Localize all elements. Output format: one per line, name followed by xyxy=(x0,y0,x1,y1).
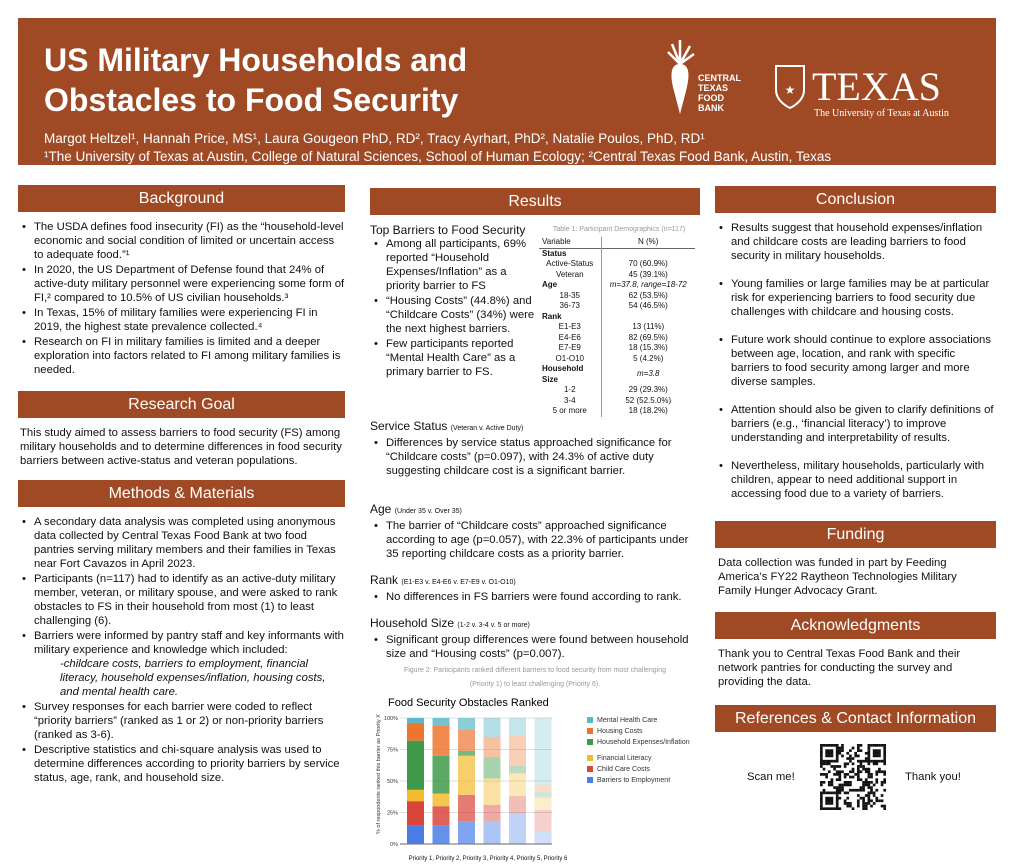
table-cell: 62 (53.5%) xyxy=(628,290,668,300)
list-item: • “Housing Costs” (44.8%) and “Childcare Costs” (34%) were the next highest barriers. xyxy=(370,294,535,336)
list-item: • Descriptive statistics and chi-square analysis was used to determine differences according to priority barriers by service status, age, rank, and household size. xyxy=(18,743,345,785)
list-item: • The barrier of “Childcare costs” approached significance according to age (p=0.057), with 22.3% of participants under 35 reporting childcare costs as a priority barrier. xyxy=(370,519,700,561)
poster-header xyxy=(18,18,996,165)
bar-segment xyxy=(535,718,552,785)
table-cell: Age xyxy=(539,280,601,291)
svg-text:TEXAS: TEXAS xyxy=(698,83,729,93)
table-cell: 29 (29.3%) xyxy=(628,385,668,394)
list-item: • Survey responses for each barrier were coded to reflect “priority barriers” (ranked as 1 or 2) or non-priority barriers (ranked as 3-6). xyxy=(18,700,345,742)
table-row xyxy=(539,343,695,354)
thank-you-label: Thank you! xyxy=(905,771,961,783)
table-cell: Status xyxy=(539,248,601,259)
table-row xyxy=(539,259,695,270)
age-heading: Age (Under 35 v. Over 35) xyxy=(370,501,462,516)
list-item: • The USDA defines food insecurity (FI) as the “household-level economic and social condition of limited or uncertain access to adequate food.”¹ xyxy=(18,220,345,262)
bar-segment xyxy=(535,784,552,792)
list-item: • A secondary data analysis was completed using anonymous data collected by Central Texas Food Bank at two food pantries serving military members and their families in Texas near Fort Cavazos in April 2023. xyxy=(18,515,345,571)
table-row xyxy=(539,248,695,259)
bar-segment xyxy=(407,825,424,844)
background-list xyxy=(18,220,345,377)
table-cell: m=37.8, range=18-72 xyxy=(609,280,687,289)
bar-segment xyxy=(484,821,501,844)
y-tick-label: 75% xyxy=(386,747,398,753)
table-cell: 18 (18.2%) xyxy=(628,406,668,415)
table-row xyxy=(539,270,695,281)
authors xyxy=(44,130,831,166)
table-cell: Veteran xyxy=(539,270,601,281)
bar-segment xyxy=(433,793,450,806)
table-row xyxy=(539,322,695,333)
bar-segment xyxy=(407,801,424,825)
legend-swatch xyxy=(587,755,593,761)
methods-heading: Methods & Materials xyxy=(18,480,345,507)
table-header: Variable xyxy=(539,237,601,248)
y-axis-label: % of respondents ranked this barrier as Priority X xyxy=(376,713,382,834)
legend-label: Household Expenses/Inflation xyxy=(597,738,690,746)
table-cell: 52 (52.5.0%) xyxy=(625,395,672,405)
bar-segment xyxy=(535,831,552,844)
research-goal-text: This study aimed to assess barriers to food security (FS) among military households and to determine differences in food security barriers between active-status and veteran populations. xyxy=(20,427,342,467)
table-cell: Household Size xyxy=(539,364,601,385)
bar-segment xyxy=(535,792,552,797)
table-cell: 45 (39.1%) xyxy=(628,269,668,279)
list-item: • Differences by service status approached significance for “Childcare costs” (p=0.097), with 24.3% of active duty suggesting childcare cost is a significant barrier. xyxy=(370,436,700,478)
legend-swatch xyxy=(587,717,593,723)
bar-segment xyxy=(484,804,501,820)
bar-segment xyxy=(458,755,475,794)
table-cell: m=3.8 xyxy=(637,369,660,379)
table-row xyxy=(539,354,695,365)
demographics-table xyxy=(539,237,695,417)
svg-text:FOOD: FOOD xyxy=(698,93,724,103)
bar-segment xyxy=(433,725,450,755)
table-row xyxy=(539,406,695,417)
legend-label: Barriers to Employment xyxy=(597,776,671,784)
bar-segment xyxy=(458,794,475,820)
affiliations: ¹The University of Texas at Austin, College of Natural Sciences, School of Human Ecology; ²Central Texas Food Bank, Austin, Texas xyxy=(44,149,832,164)
svg-text:BANK: BANK xyxy=(698,103,724,113)
table-row xyxy=(539,291,695,302)
research-goal-heading: Research Goal xyxy=(18,391,345,418)
table-cell: E7-E9 xyxy=(539,343,601,354)
acknowledgments-text: Thank you to Central Texas Food Bank and their network pantries for conducting the survey and providing the data. xyxy=(718,648,961,688)
table-cell: 54 (46.5%) xyxy=(628,301,668,310)
table-cell xyxy=(601,248,695,259)
bar-segment xyxy=(433,755,450,793)
author-list: Margot Heltzel¹, Hannah Price, MS¹, Laura Gougeon PhD, RD², Tracy Ayrhart, PhD², Natalie Poulos, PhD, RD¹ xyxy=(44,131,705,146)
table-row xyxy=(539,333,695,344)
svg-text:CENTRAL: CENTRAL xyxy=(698,73,741,83)
bar-segment xyxy=(509,773,526,796)
bar-segment xyxy=(484,736,501,756)
bar-segment xyxy=(433,825,450,844)
bar-segment xyxy=(484,718,501,737)
right-column xyxy=(715,186,996,810)
bar-segment xyxy=(509,813,526,843)
table-cell: O1-O10 xyxy=(539,354,601,365)
table-cell: 36-73 xyxy=(539,301,601,312)
x-axis-label: Priority 1, Priority 2, Priority 3, Priority 4, Priority 5, Priority 6 xyxy=(408,855,568,862)
legend-label: Mental Health Care xyxy=(597,716,658,724)
table-cell: 1-2 xyxy=(539,385,601,396)
stacked-bar-chart xyxy=(370,694,700,864)
bar-segment xyxy=(535,809,552,830)
bar-segment xyxy=(509,735,526,765)
table-cell: Rank xyxy=(539,312,601,323)
y-tick-label: 0% xyxy=(390,841,398,848)
table-cell: 82 (69.5%) xyxy=(628,332,668,342)
left-column xyxy=(18,185,345,786)
table-cell: 13 (11%) xyxy=(632,322,665,331)
qr-code[interactable] xyxy=(820,744,886,810)
chart-title: Food Security Obstacles Ranked xyxy=(388,696,549,709)
bar-segment xyxy=(407,740,424,789)
svg-text:★: ★ xyxy=(784,83,796,97)
table-cell: E1-E3 xyxy=(539,322,601,333)
list-item: • Among all participants, 69% reported “Household Expenses/Inflation” as a priority barrier to FS xyxy=(370,237,535,293)
list-item: • Research on FI in military families is limited and a deeper exploration into factors related to FI among military families is needed. xyxy=(18,335,345,377)
table-row xyxy=(539,301,695,312)
list-item: • Future work should continue to explore associations between age, location, and rank with specific barriers to food security among larger and more diverse samples. xyxy=(715,333,996,389)
list-item: • Significant group differences were found between household size and “Housing costs” (p=0.007). xyxy=(370,633,700,661)
bar-segment xyxy=(433,806,450,825)
bar-segment xyxy=(509,796,526,814)
table-cell: 18 (15.3%) xyxy=(628,343,668,352)
table-cell xyxy=(601,312,695,323)
table-cell: 3-4 xyxy=(539,396,601,407)
table-cell: Active-Status xyxy=(539,259,601,270)
list-item: • In Texas, 15% of military families were experiencing FI in 2019, the highest state prevalence collected.⁴ xyxy=(18,306,345,334)
table-header: N (%) xyxy=(638,237,659,246)
funding-heading: Funding xyxy=(715,521,996,548)
legend-swatch xyxy=(587,739,593,745)
results-heading: Results xyxy=(370,188,700,215)
legend-swatch xyxy=(587,777,593,783)
ut-austin-logo xyxy=(774,60,974,130)
bar-segment xyxy=(535,797,552,810)
list-item: • Attention should also be given to clarify definitions of barriers (e.g., ‘financial literacy’) to improve understanding and interpretability of results. xyxy=(715,403,996,445)
bar-segment xyxy=(458,821,475,844)
list-item: • No differences in FS barriers were found according to rank. xyxy=(370,590,700,604)
y-tick-label: 50% xyxy=(386,778,398,785)
legend-swatch xyxy=(587,728,593,734)
legend-label: Financial Literacy xyxy=(597,754,652,762)
table-cell: 5 (4.2%) xyxy=(633,353,664,363)
y-tick-label: 25% xyxy=(386,810,398,816)
bar-segment xyxy=(433,718,450,726)
central-texas-food-bank-logo xyxy=(658,36,768,116)
middle-column xyxy=(370,188,700,868)
table-cell: E4-E6 xyxy=(539,333,601,344)
bar-segment xyxy=(509,765,526,773)
bar-segment xyxy=(484,757,501,778)
list-item: • Barriers were informed by pantry staff and key informants with military experience and knowledge which included: -childcare costs, barriers to employment, financial literacy, household expenses/inflation, housing costs, and mental health care. xyxy=(18,629,345,699)
acknowledgments-heading: Acknowledgments xyxy=(715,612,996,639)
top-barriers-title: Top Barriers to Food Security xyxy=(370,223,526,237)
list-item: • Few participants reported “Mental Health Care” as a primary barrier to FS. xyxy=(370,337,535,379)
y-tick-label: 100% xyxy=(383,715,398,722)
methods-list xyxy=(18,515,345,785)
list-item: • Young families or large families may be at particular risk for experiencing barriers to food security due challenges with childcare and housing costs. xyxy=(715,277,996,319)
references-heading: References & Contact Information xyxy=(715,705,996,732)
list-item: • In 2020, the US Department of Defense found that 24% of active-duty military personnel were experiencing some form of FI,² compared to 10.5% of US civilian households.³ xyxy=(18,263,345,305)
figure-caption: Figure 2: Participants ranked different barriers to food security from most challenging (Priority 1) to least challenging (Priority 6). xyxy=(403,666,667,688)
background-heading: Background xyxy=(18,185,345,212)
bar-segment xyxy=(458,729,475,750)
bar-segment xyxy=(407,723,424,741)
table-cell: 70 (60.9%) xyxy=(628,259,668,268)
svg-text:The University of Texas at Aus: The University of Texas at Austin xyxy=(814,108,949,119)
bar-segment xyxy=(484,778,501,804)
table-row xyxy=(539,385,695,396)
bar-segment xyxy=(458,750,475,755)
table-row xyxy=(539,364,695,385)
scan-me-label: Scan me! xyxy=(747,771,795,783)
rank-heading: Rank (E1-E3 v. E4-E6 v. E7-E9 v. O1-O10) xyxy=(370,572,516,587)
list-item: • Participants (n=117) had to identify as an active-duty military member, veteran, or military spouse, and were asked to rank obstacles to FS in their household from most (1) to least challenging (6). xyxy=(18,572,345,628)
list-item: • Nevertheless, military households, particularly with children, appear to need additional support in accessing food due to a variety of barriers. xyxy=(715,459,996,501)
bar-segment xyxy=(509,718,526,736)
table-row xyxy=(539,396,695,407)
table-row xyxy=(539,312,695,323)
list-item: • Results suggest that household expenses/inflation and childcare costs are leading barriers to food security in military households. xyxy=(715,221,996,263)
table-cell: 5 or more xyxy=(539,406,601,417)
bar-segment xyxy=(407,718,424,723)
svg-text:TEXAS: TEXAS xyxy=(812,64,941,109)
table-cell: 18-35 xyxy=(539,291,601,302)
legend-swatch xyxy=(587,766,593,772)
barriers-list: -childcare costs, barriers to employment, financial literacy, household expenses/inflation, housing costs, and mental health care. xyxy=(60,658,326,698)
legend-label: Child Care Costs xyxy=(597,765,650,773)
poster-title: US Military Households and Obstacles to Food Security xyxy=(44,42,468,118)
service-status-heading: Service Status (Veteran v. Active Duty) xyxy=(370,418,524,433)
table-caption: Table 1: Participant Demographics (n=117) xyxy=(552,226,686,233)
funding-text: Data collection was funded in part by Feeding America’s FY22 Raytheon Technologies Military Family Hunger Advocacy Grant. xyxy=(718,557,957,597)
table-row xyxy=(539,280,695,291)
legend-label: Housing Costs xyxy=(597,727,643,735)
conclusion-heading: Conclusion xyxy=(715,186,996,213)
bar-segment xyxy=(458,718,475,729)
household-size-heading: Household Size (1-2 v. 3-4 v. 5 or more) xyxy=(370,615,530,630)
bar-segment xyxy=(407,789,424,800)
